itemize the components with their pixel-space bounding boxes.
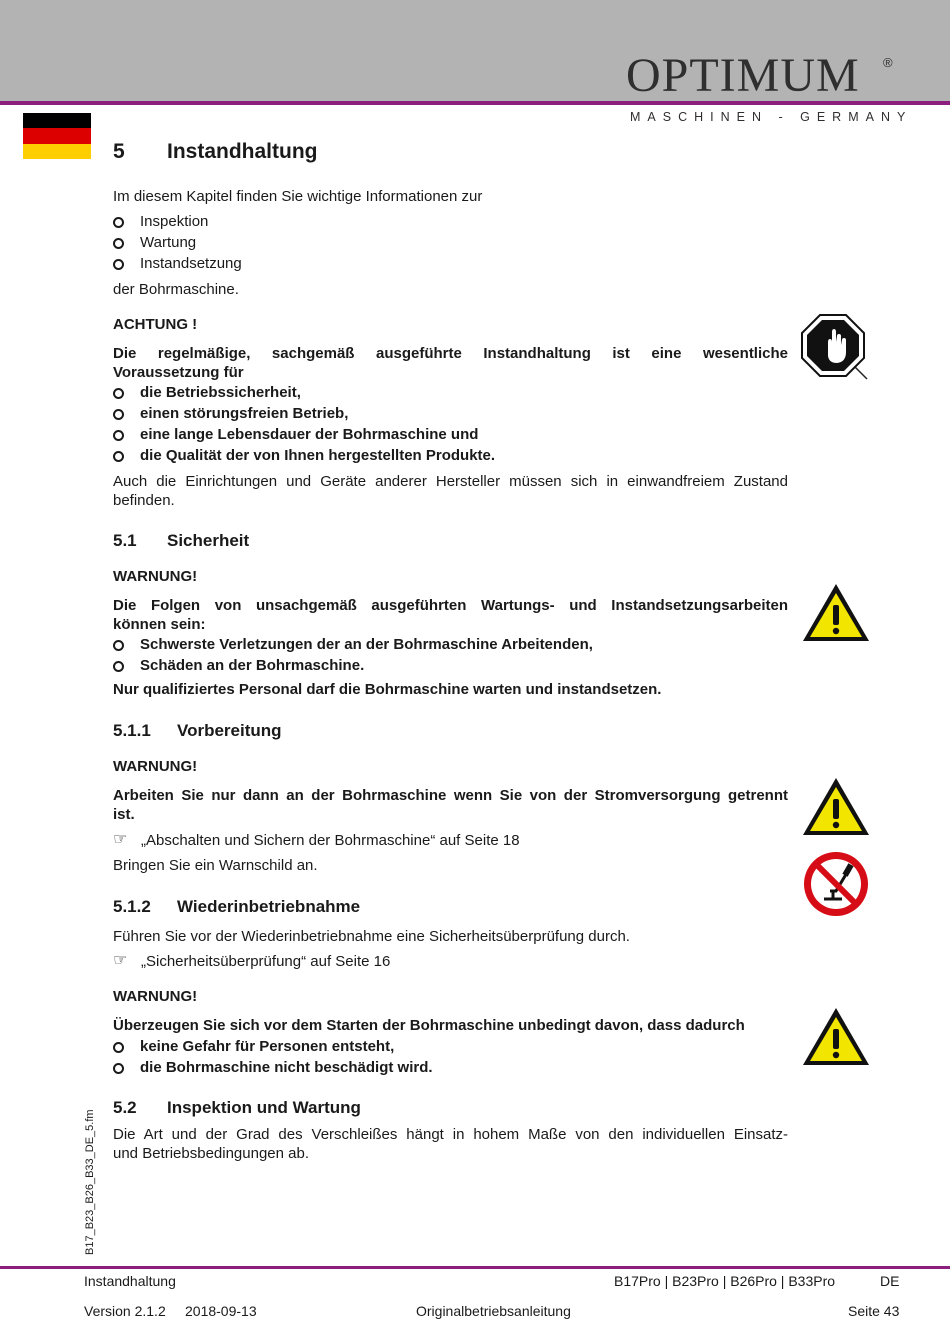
section-title: Vorbereitung [177, 721, 282, 740]
warning-note: Nur qualifiziertes Personal darf die Bohrmaschine warten und instandsetzen. [113, 681, 662, 698]
stop-hand-icon [800, 312, 870, 382]
section-title: Wiederinbetriebnahme [177, 897, 361, 916]
warning-note: Bringen Sie ein Warnschild an. [113, 857, 318, 874]
section-title: Inspektion und Wartung [167, 1098, 361, 1117]
footer-language: DE [880, 1273, 900, 1289]
chapter-number: 5 [113, 140, 125, 163]
pointing-hand-icon: ☞ [113, 952, 128, 969]
body-text: Führen Sie vor der Wiederinbetriebnahme eine Sicherheitsüberprüfung durch. [113, 928, 630, 945]
footer-page: Seite 43 [848, 1303, 900, 1319]
warning-label: WARNUNG! [113, 758, 198, 775]
chapter-intro: Im diesem Kapitel finden Sie wichtige Informationen zur [113, 188, 483, 205]
warning-text: Arbeiten Sie nur dann an der Bohrmaschine wenn Sie von der Stromversorgung getrennt [113, 787, 788, 804]
body-text: Die Art und der Grad des Verschleißes hängt in hohem Maße von den individuellen Einsatz- [113, 1126, 788, 1143]
devices-text: Auch die Einrichtungen und Geräte anderer Hersteller müssen sich in einwandfreiem Zustand [113, 473, 788, 490]
warning-triangle-icon [801, 776, 871, 838]
devices-text-2: befinden. [113, 492, 175, 509]
chapter-intro-end: der Bohrmaschine. [113, 281, 239, 298]
section-number: 5.2 [113, 1098, 137, 1117]
footer-date: 2018-09-13 [185, 1303, 257, 1319]
section-number: 5.1 [113, 531, 137, 550]
attention-text-2: Voraussetzung für [113, 364, 244, 381]
warning-text: Überzeugen Sie sich vor dem Starten der Bohrmaschine unbedingt davon, dass dadurch [113, 1017, 745, 1034]
footer-models: B17Pro | B23Pro | B26Pro | B33Pro [614, 1273, 836, 1289]
footer-rule [0, 1266, 950, 1269]
footer-doc-type: Originalbetriebsanleitung [416, 1303, 571, 1319]
no-switching-icon [802, 850, 870, 918]
warning-text-2: können sein: [113, 616, 206, 633]
warning-text: Die Folgen von unsachgemäß ausgeführten Wartungs- und Instandsetzungsarbeiten [113, 597, 788, 614]
section-number: 5.1.2 [113, 897, 151, 916]
file-code: B17_B23_B26_B33_DE_5.fm [84, 1109, 96, 1255]
brand-logo: OPTIMUM [626, 49, 860, 102]
warning-label: WARNUNG! [113, 988, 198, 1005]
warning-triangle-icon [801, 1006, 871, 1068]
footer-version: Version 2.1.2 [84, 1303, 166, 1319]
warning-label: WARNUNG! [113, 568, 198, 585]
attention-label: ACHTUNG ! [113, 316, 198, 333]
body-text-2: und Betriebsbedingungen ab. [113, 1145, 309, 1162]
registered-mark: ® [883, 55, 893, 70]
warning-triangle-icon [801, 582, 871, 644]
footer-section: Instandhaltung [84, 1273, 176, 1289]
german-flag-icon [23, 113, 91, 159]
section-number: 5.1.1 [113, 721, 151, 740]
chapter-title: Instandhaltung [167, 140, 318, 163]
warning-text-2: ist. [113, 806, 135, 823]
attention-text: Die regelmäßige, sachgemäß ausgeführte Instandhaltung ist eine wesentliche [113, 345, 788, 362]
section-title: Sicherheit [167, 531, 250, 550]
brand-subtitle: MASCHINEN - GERMANY [630, 110, 913, 124]
pointing-hand-icon: ☞ [113, 831, 128, 848]
